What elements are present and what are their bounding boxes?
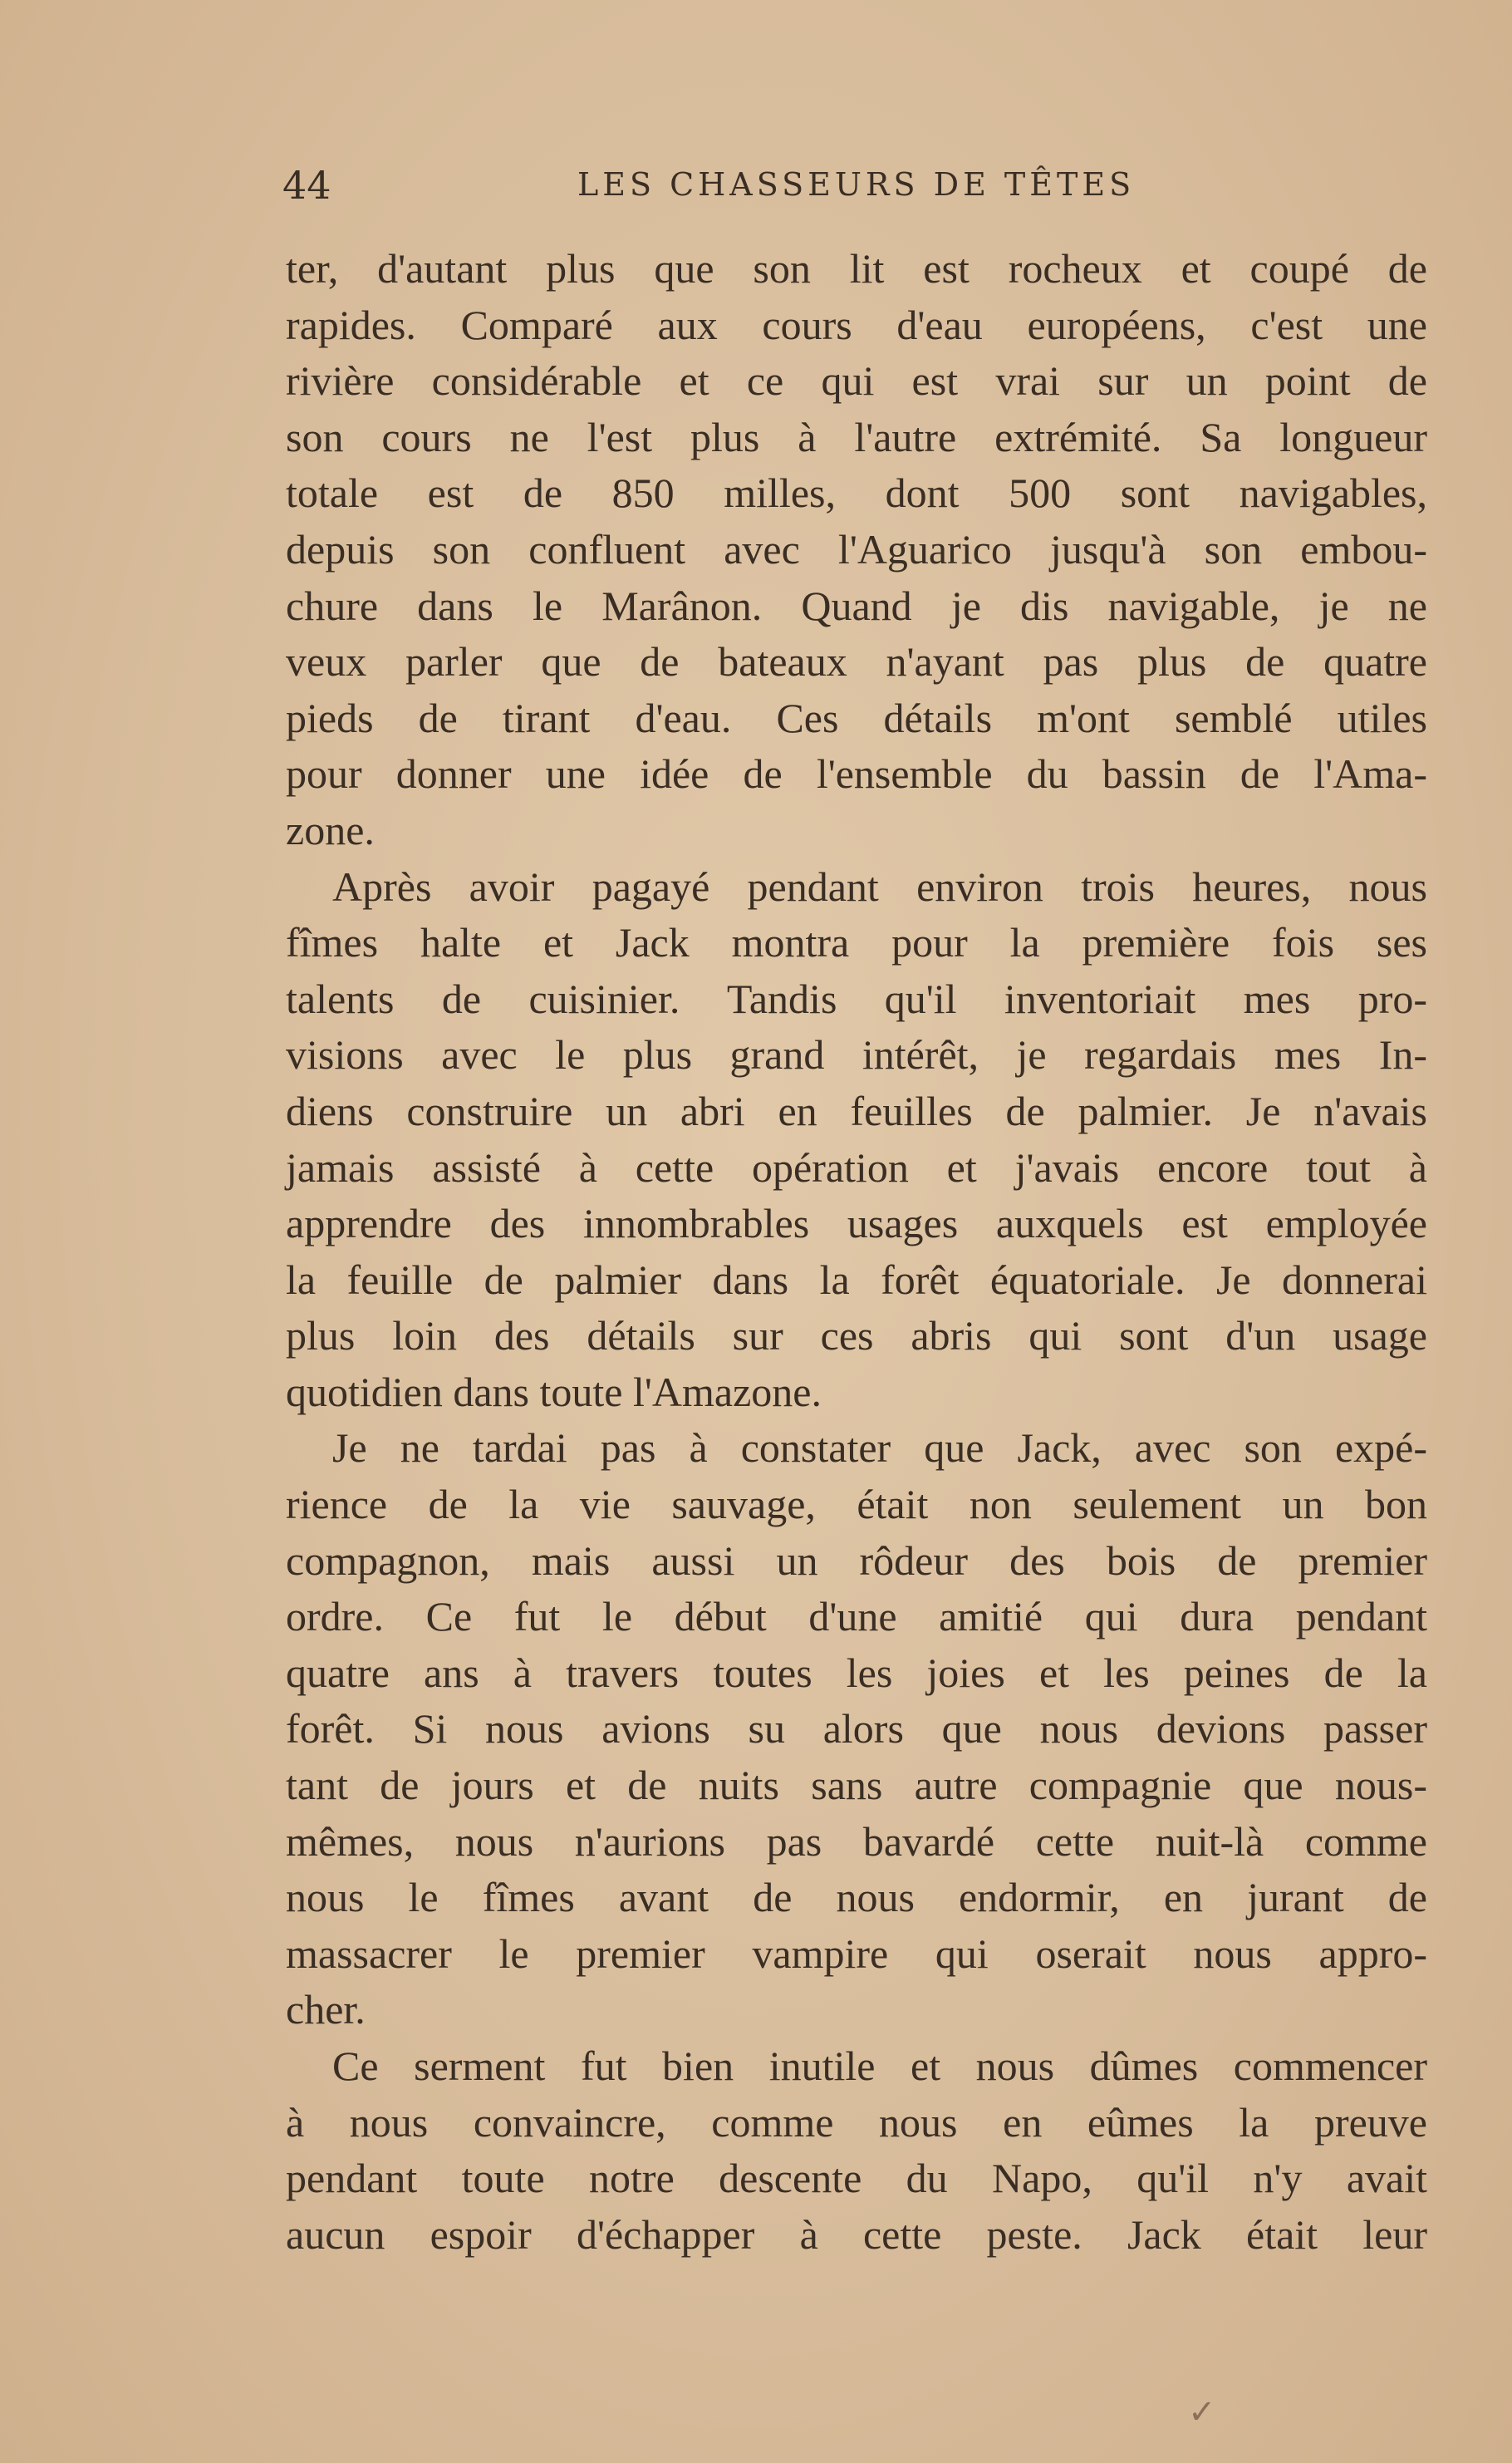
text-line: jamais assisté à cette opération et j'avais encore tout à [286,1143,1427,1191]
text-line: depuis son confluent avec l'Aguarico jusqu'à son embou- [286,525,1427,573]
text-line: Je ne tardai pas à constater que Jack, avec son expé- [332,1424,1427,1472]
text-line: apprendre des innombrables usages auxquels est employée [286,1200,1427,1247]
text-line: forêt. Si nous avions su alors que nous devions passer [286,1705,1427,1753]
margin-mark: ✓ [1188,2393,1216,2431]
text-line: diens construire un abri en feuilles de palmier. Je n'avais [286,1087,1427,1134]
text-line: pour donner une idée de l'ensemble du bassin de l'Ama- [286,750,1427,798]
text-line: compagnon, mais aussi un rôdeur des bois de premier [286,1536,1427,1584]
text-line: zone. [286,806,375,853]
text-line: rience de la vie sauvage, était non seulement un bon [286,1481,1427,1528]
text-line: plus loin des détails sur ces abris qui sont d'un usage [286,1312,1427,1359]
page-number: 44 [282,163,331,208]
text-line: rivière considérable et ce qui est vrai sur un point de [286,357,1427,405]
text-line: talents de cuisinier. Tandis qu'il inventoriait mes pro- [286,975,1427,1022]
text-line: Ce serment fut bien inutile et nous dûmes commencer [332,2043,1427,2089]
running-title: LES CHASSEURS DE TÊTES [577,166,1136,203]
text-line: pieds de tirant d'eau. Ces détails m'ont semblé utiles [286,694,1427,741]
text-line: visions avec le plus grand intérêt, je regardais mes In- [286,1031,1427,1079]
text-line: fîmes halte et Jack montra pour la première fois ses [286,919,1427,966]
text-line: aucun espoir d'échapper à cette peste. Jack était leur [286,2210,1427,2258]
text-line: son cours ne l'est plus à l'autre extrémité. Sa longueur [286,413,1427,460]
page-header [282,163,1429,213]
text-line: Après avoir pagayé pendant environ trois heures, nous [332,863,1427,910]
text-line: rapides. Comparé aux cours d'eau européens, c'est une [286,301,1427,348]
text-line: ordre. Ce fut le début d'une amitié qui dura pendant [286,1593,1427,1640]
text-line: veux parler que de bateaux n'ayant pas plus de quatre [286,638,1427,686]
text-line: chure dans le Marânon. Quand je dis navigable, je ne [286,582,1427,629]
text-line: la feuille de palmier dans la forêt équatoriale. Je donnerai [286,1256,1427,1303]
text-line: quatre ans à travers toutes les joies et les peines de la [286,1649,1427,1696]
text-line: pendant toute notre descente du Napo, qu'il n'y avait [286,2155,1427,2202]
text-line: cher. [286,1986,366,2033]
body-text [286,241,1427,2263]
text-line: tant de jours et de nuits sans autre compagnie que nous- [286,1762,1427,1809]
text-line: ter, d'autant plus que son lit est rocheux et coupé de [286,245,1427,292]
text-line: totale est de 850 milles, dont 500 sont navigables, [286,469,1427,517]
text-line: à nous convaincre, comme nous en eûmes la preuve [286,2098,1427,2146]
text-line: quotidien dans toute l'Amazone. [286,1368,822,1415]
text-line: mêmes, nous n'aurions pas bavardé cette nuit-là comme [286,1817,1427,1865]
text-line: massacrer le premier vampire qui oserait nous appro- [286,1930,1427,1977]
text-line: nous le fîmes avant de nous endormir, en jurant de [286,1874,1427,1921]
